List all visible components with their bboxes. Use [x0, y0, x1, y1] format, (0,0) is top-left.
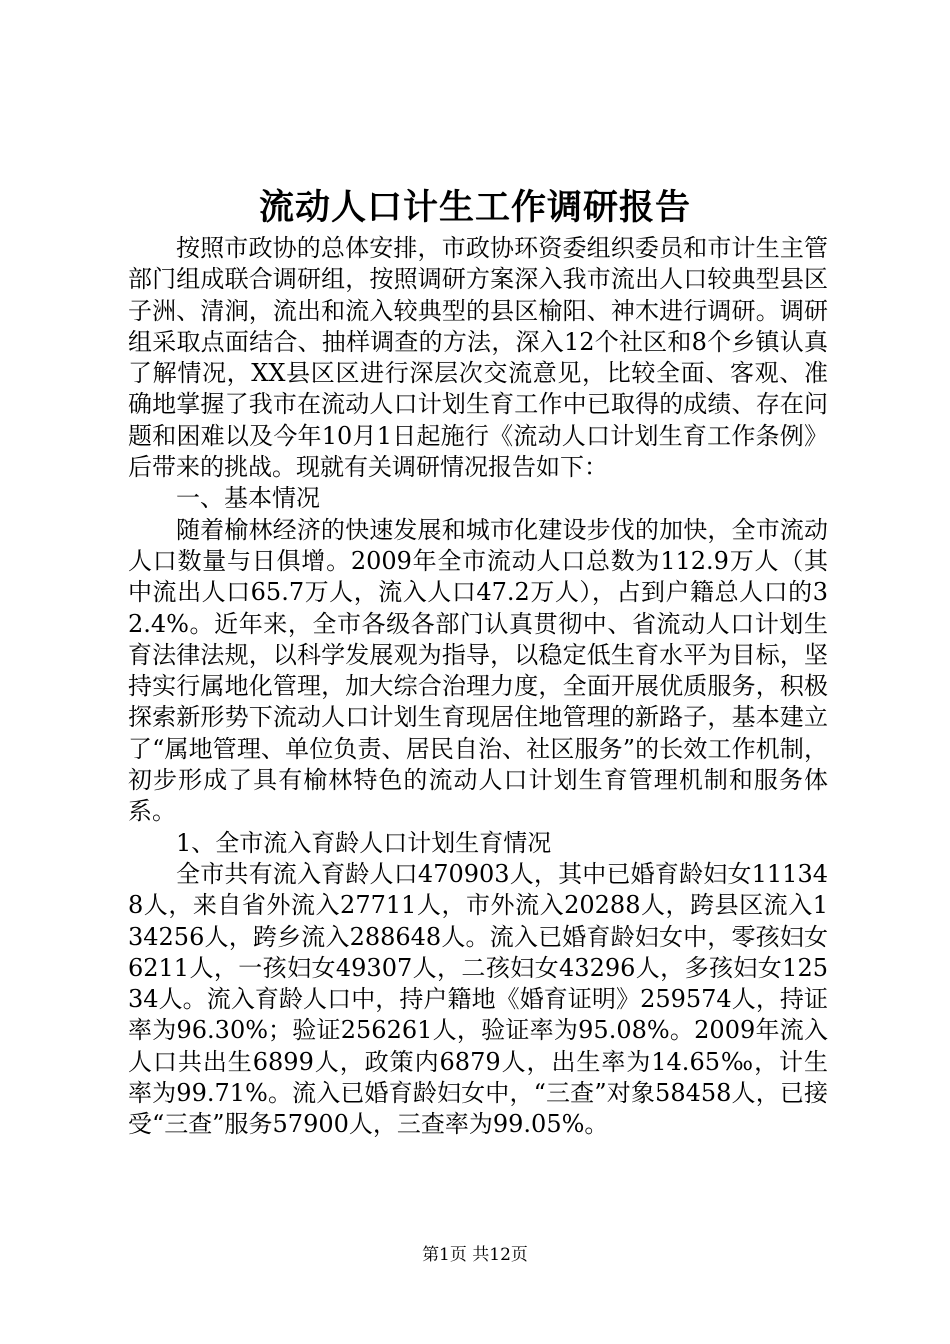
- document-body: [128, 233, 828, 1141]
- page-total: 共12页: [472, 1245, 528, 1265]
- subsection-heading-inflow-population: 1、全市流入育龄人口计划生育情况: [176, 828, 552, 857]
- section-heading-basic-situation: 一、基本情况: [176, 484, 320, 513]
- page-number: 第1页: [422, 1245, 467, 1265]
- page-footer: [0, 1243, 950, 1267]
- paragraph-inflow-population: 全市共有流入育龄人口470903人，其中已婚育龄妇女111348人，来自省外流入27711人，市外流入20288人，跨县区流入134256人，跨乡流入288648人。流入已婚育龄妇女中，零孩妇女6211人，一孩妇女49307人，二孩妇女43296人，多孩妇女12534人。流入育龄人口中，持户籍地《婚育证明》259574人，持证率为96.30%；验证256261人，验证率为95.08%。2009年流入人口共出生6899人，政策内6879人，出生率为14.65‰，计生率为99.71%。流入已婚育龄妇女中，“三查”对象58458人，已接受“三查”服务57900人，三查率为99.05%。: [128, 859, 828, 1139]
- paragraph-basic-situation: 随着榆林经济的快速发展和城市化建设步伐的加快，全市流动人口数量与日俱增。2009年全市流动人口总数为112.9万人（其中流出人口65.7万人，流入人口47.2万人），占到户籍总人口的32.4%。近年来，全市各级各部门认真贯彻中、省流动人口计划生育法律法规，以科学发展观为指导，以稳定低生育水平为目标，坚持实行属地化管理，加大综合治理力度，全面开展优质服务，积极探索新形势下流动人口计划生育现居住地管理的新路子，基本建立了“属地管理、单位负责、居民自治、社区服务”的长效工作机制，初步形成了具有榆林特色的流动人口计划生育管理机制和服务体系。: [128, 515, 828, 826]
- paragraph-intro: 按照市政协的总体安排，市政协环资委组织委员和市计生主管部门组成联合调研组，按照调研方案深入我市流出人口较典型县区子洲、清涧，流出和流入较典型的县区榆阳、神木进行调研。调研组采取点面结合、抽样调查的方法，深入12个社区和8个乡镇认真了解情况，XX县区区进行深层次交流意见，比较全面、客观、准确地掌握了我市在流动人口计划生育工作中已取得的成绩、存在问题和困难以及今年10月1日起施行《流动人口计划生育工作条例》后带来的挑战。现就有关调研情况报告如下：: [128, 234, 828, 482]
- document-title: 流动人口计生工作调研报告: [258, 187, 691, 228]
